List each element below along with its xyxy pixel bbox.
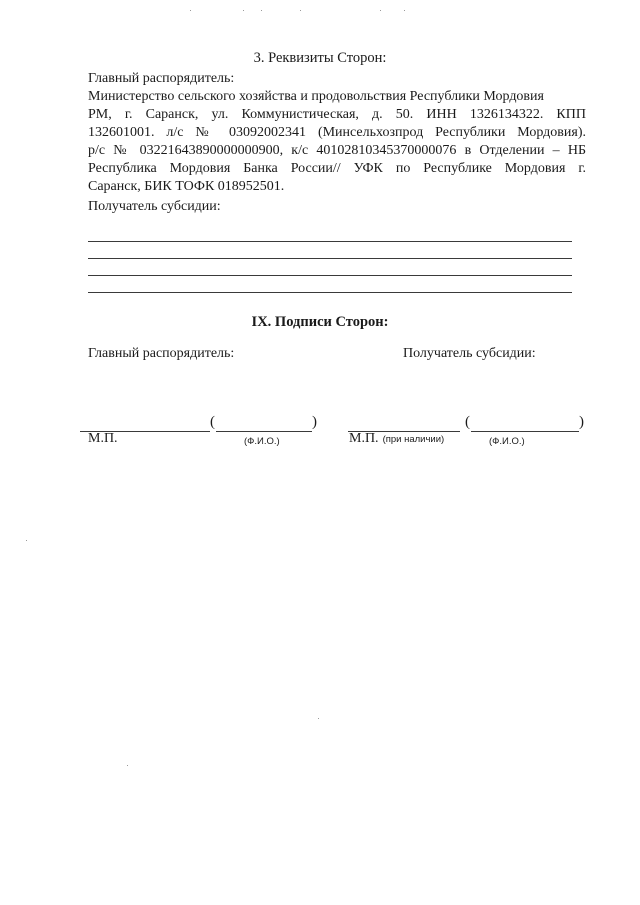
scan-speck: [26, 540, 27, 541]
requisites-line: РМ, г. Саранск, ул. Коммунистическая, д. 50. ИНН 1326134322. КПП: [88, 107, 586, 122]
fio-caption-right: (Ф.И.О.): [489, 436, 525, 447]
scan-speck: [404, 10, 405, 11]
paren-close-right: ): [579, 414, 584, 430]
requisites-line: Главный распорядитель:: [88, 71, 235, 86]
signature-left-label: Главный распорядитель:: [88, 346, 235, 361]
scan-speck: [261, 10, 262, 11]
requisites-block: [88, 70, 586, 196]
scan-speck: [318, 718, 319, 719]
paren-close-left: ): [312, 414, 317, 430]
stamp-optional-note: (при наличии): [382, 434, 445, 445]
paren-open-right: (: [465, 414, 470, 430]
fio-line-right: [471, 431, 579, 432]
recipient-requisites-label: Получатель субсидии:: [88, 199, 221, 214]
scan-speck: [380, 10, 381, 11]
stamp-place-right-label: М.П.: [349, 431, 379, 446]
requisites-line: Министерство сельского хозяйства и продовольствия Республики Мордовия: [88, 89, 544, 104]
scan-speck: [300, 10, 301, 11]
recipient-fill-line: [88, 292, 572, 293]
requisites-line: 132601001. л/с № 03092002341 (Минсельхозпрод Республики Мордовия).: [88, 125, 586, 140]
fio-line-left: [216, 431, 312, 432]
section-signatures-title: IX. Подписи Сторон:: [251, 314, 389, 330]
scan-speck: [190, 10, 191, 11]
paren-open-left: (: [210, 414, 215, 430]
scan-speck: [243, 10, 244, 11]
recipient-fill-line: [88, 275, 572, 276]
requisites-line: Саранск, БИК ТОФК 018952501.: [88, 179, 285, 194]
section-requisites-title: 3. Реквизиты Сторон:: [253, 50, 387, 66]
stamp-place-right: [349, 431, 444, 447]
scan-speck: [127, 765, 128, 766]
requisites-line: р/с № 03221643890000000900, к/с 40102810345370000076 в Отделении – НБ: [88, 143, 586, 158]
recipient-fill-line: [88, 241, 572, 242]
recipient-fill-line: [88, 258, 572, 259]
stamp-place-left: М.П.: [88, 431, 118, 446]
requisites-line: Республика Мордовия Банка России// УФК по Республике Мордовия г.: [88, 161, 586, 176]
fio-caption-left: (Ф.И.О.): [244, 436, 280, 447]
signature-right-label: Получатель субсидии:: [403, 346, 536, 361]
